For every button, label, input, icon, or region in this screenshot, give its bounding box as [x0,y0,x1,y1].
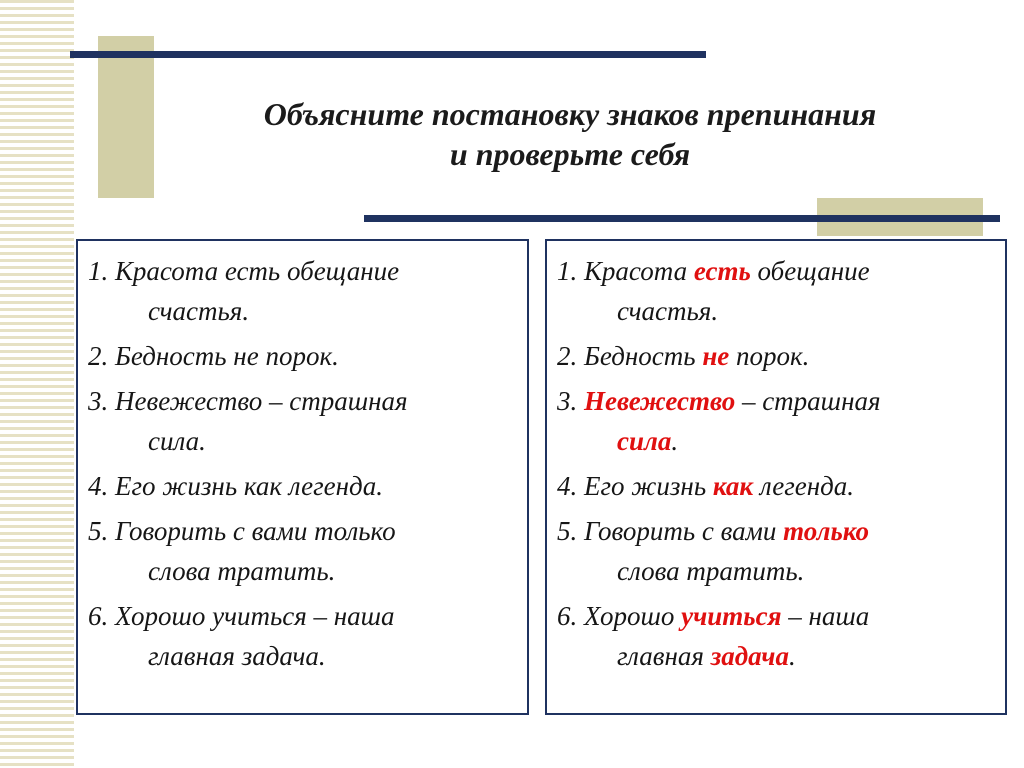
item-number: 5. [557,516,578,546]
sentence-line: 1. Красота есть обещание [88,256,400,286]
answer-line-continued [557,636,995,676]
answer-line [557,386,881,416]
sentence-text: счастья. [617,296,719,326]
sentence-item [88,251,517,331]
sentence-item [88,596,517,676]
sentence-text: Бедность [584,341,696,371]
sentence-item [88,336,517,376]
sentence-line-continued: слова тратить. [148,556,336,586]
answer-line-continued [557,551,995,591]
slide-title [150,94,990,174]
highlighted-word: есть [693,256,751,286]
answer-item [557,336,995,376]
item-number: 2. [557,341,578,371]
item-number: 3. [557,386,578,416]
highlighted-word: как [712,471,754,501]
answer-list-panel [545,239,1007,715]
item-number: 4. [557,471,578,501]
sentence-text: главная [617,641,704,671]
sentence-text: обещание [757,256,870,286]
answer-line-continued [557,291,995,331]
highlighted-word: задача [710,641,789,671]
highlighted-word: сила [617,426,672,456]
sentence-line: 6. Хорошо учиться – наша [88,601,395,631]
item-number: 1. [557,256,578,286]
sentence-line: 4. Его жизнь как легенда. [88,471,383,501]
answer-item [557,596,995,676]
sentence-text: – наша [788,601,870,631]
sentence-text: Его жизнь [584,471,707,501]
sentence-list [78,241,527,676]
answer-item [557,511,995,591]
slide-title-line1: Объясните постановку знаков препинания [263,96,877,132]
navy-rule-bottom [364,215,1000,222]
answer-item [557,251,995,331]
sentence-text: Хорошо [584,601,675,631]
highlighted-word: Невежество [584,386,736,416]
tan-block-decoration-top [98,36,154,198]
answer-line [557,601,869,631]
sentence-line: 5. Говорить с вами только [88,516,396,546]
answer-line [557,516,869,546]
sentence-line: 2. Бедность не порок. [88,341,339,371]
sentence-text: Красота [584,256,688,286]
answer-item [557,381,995,461]
sentence-line-continued: счастья. [148,296,250,326]
sentence-text: порок. [736,341,810,371]
sentence-item [88,381,517,461]
slide-title-line2: и проверьте себя [449,136,691,172]
answer-line [557,256,870,286]
sentence-line: 3. Невежество – страшная [88,386,408,416]
sentence-text: . [788,641,796,671]
highlighted-word: только [783,516,869,546]
sentence-line-continued: сила. [148,426,206,456]
answer-list [547,241,1005,676]
left-stripe-decoration [0,0,74,768]
sentence-item [88,466,517,506]
navy-rule-top [70,51,706,58]
sentence-list-panel [76,239,529,715]
sentence-text: . [671,426,679,456]
sentence-text: слова тратить. [617,556,805,586]
sentence-item [88,511,517,591]
sentence-text: – страшная [741,386,881,416]
sentence-text: легенда. [759,471,855,501]
item-number: 6. [557,601,578,631]
highlighted-word: учиться [681,601,782,631]
answer-line [557,471,854,501]
highlighted-word: не [702,341,730,371]
sentence-line-continued: главная задача. [148,641,326,671]
answer-item [557,466,995,506]
answer-line [557,341,809,371]
answer-line-continued [557,421,995,461]
sentence-text: Говорить с вами [584,516,777,546]
